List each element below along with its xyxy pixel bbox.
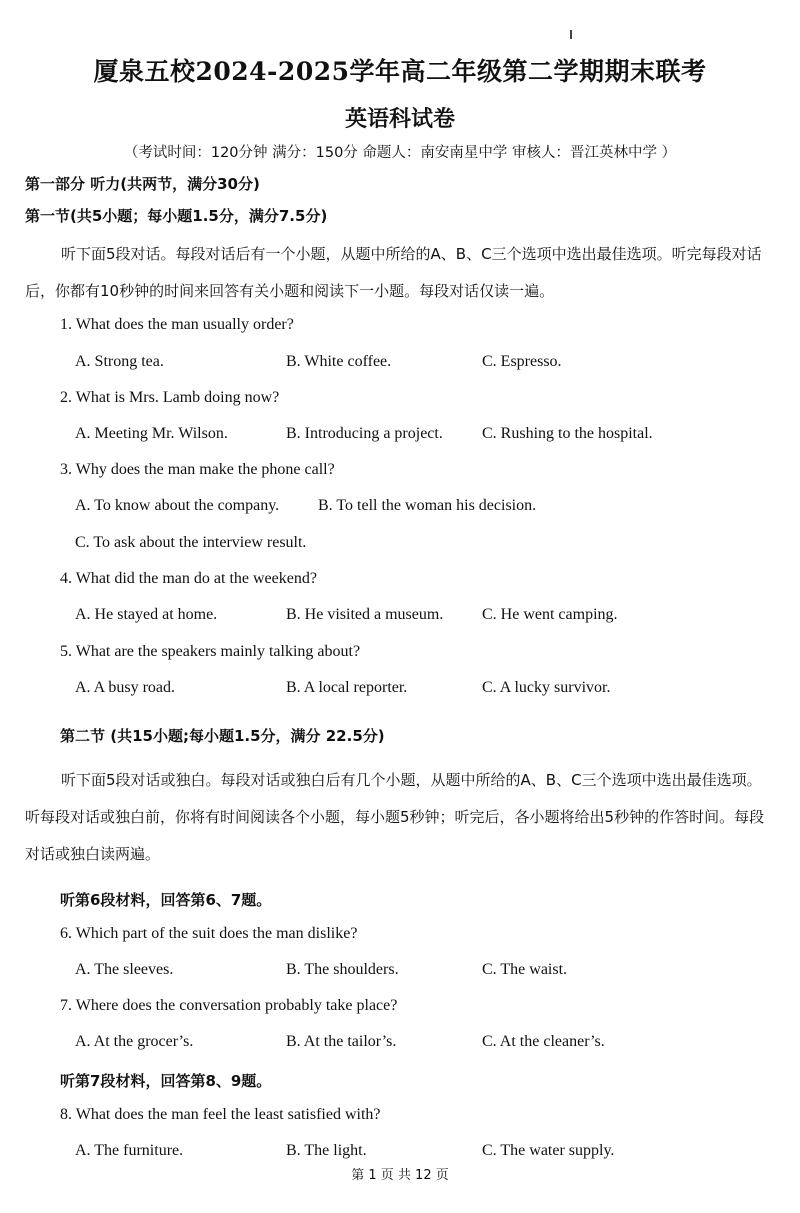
q4-option-b: B. He visited a museum. bbox=[286, 606, 444, 623]
material-7-heading: 听第7段材料，回答第8、9题。 bbox=[60, 1072, 272, 1090]
q4-option-c: C. He went camping. bbox=[482, 606, 618, 623]
exam-info: （考试时间：120分钟 满分：150分 命题人：南安南星中学 审核人：晋江英林中学 ） bbox=[123, 145, 677, 161]
q3-option-c: C. To ask about the interview result. bbox=[75, 534, 307, 551]
q3-option-b: B. To tell the woman his decision. bbox=[318, 497, 537, 514]
q8-option-a: A. The furniture. bbox=[75, 1142, 184, 1159]
question-1: 1. What does the man usually order? bbox=[60, 316, 294, 333]
material-6-heading: 听第6段材料，回答第6、7题。 bbox=[60, 891, 272, 909]
q8-option-b: B. The light. bbox=[286, 1142, 367, 1159]
section1-title: 第一节(共5小题；每小题1.5分，满分7.5分) bbox=[25, 207, 328, 225]
question-8: 8. What does the man feel the least satisfied with? bbox=[60, 1106, 381, 1123]
q1-option-a: A. Strong tea. bbox=[75, 353, 164, 370]
page-number: 第 1 页 共 12 页 bbox=[351, 1168, 449, 1183]
scan-mark bbox=[570, 30, 572, 39]
q2-option-a: A. Meeting Mr. Wilson. bbox=[75, 425, 228, 442]
q3-option-a: A. To know about the company. bbox=[75, 497, 280, 514]
question-6: 6. Which part of the suit does the man dislike? bbox=[60, 925, 358, 942]
q5-option-b: B. A local reporter. bbox=[286, 679, 408, 696]
q7-option-b: B. At the tailor’s. bbox=[286, 1033, 397, 1050]
q6-option-b: B. The shoulders. bbox=[286, 961, 399, 978]
question-7: 7. Where does the conversation probably take place? bbox=[60, 997, 398, 1014]
q4-option-a: A. He stayed at home. bbox=[75, 606, 218, 623]
section2-instructions: 听下面5段对话或独白。每段对话或独白后有几个小题，从题中所给的A、B、C三个选项中选出最佳选项。听每段对话或独白前，你将有时间阅读各个小题，每小题5秒钟；听完后，各小题将给出5秒钟的作答时间。每段对话或独白读两遍。 bbox=[25, 771, 765, 863]
q5-option-c: C. A lucky survivor. bbox=[482, 679, 611, 696]
q7-option-a: A. At the grocer’s. bbox=[75, 1033, 194, 1050]
question-5: 5. What are the speakers mainly talking about? bbox=[60, 643, 361, 660]
question-2: 2. What is Mrs. Lamb doing now? bbox=[60, 389, 280, 406]
exam-subtitle: 英语科试卷 bbox=[344, 106, 455, 132]
exam-title: 厦泉五校2024-2025学年高二年级第二学期期末联考 bbox=[93, 57, 707, 86]
part1-title: 第一部分 听力(共两节，满分30分) bbox=[25, 175, 260, 193]
q7-option-c: C. At the cleaner’s. bbox=[482, 1033, 605, 1050]
section1-instructions: 听下面5段对话。每段对话后有一个小题，从题中所给的A、B、C三个选项中选出最佳选项。听完每段对话后，你都有10秒钟的时间来回答有关小题和阅读下一小题。每段对话仅读一遍。 bbox=[25, 245, 762, 300]
question-4: 4. What did the man do at the weekend? bbox=[60, 570, 317, 587]
question-3: 3. Why does the man make the phone call? bbox=[60, 461, 335, 478]
q1-option-b: B. White coffee. bbox=[286, 353, 392, 370]
q2-option-b: B. Introducing a project. bbox=[286, 425, 443, 442]
q6-option-a: A. The sleeves. bbox=[75, 961, 174, 978]
q6-option-c: C. The waist. bbox=[482, 961, 568, 978]
q8-option-c: C. The water supply. bbox=[482, 1142, 615, 1159]
section2-title: 第二节 (共15小题;每小题1.5分，满分 22.5分) bbox=[60, 727, 385, 745]
q2-option-c: C. Rushing to the hospital. bbox=[482, 425, 653, 442]
q5-option-a: A. A busy road. bbox=[75, 679, 175, 696]
q1-option-c: C. Espresso. bbox=[482, 353, 562, 370]
